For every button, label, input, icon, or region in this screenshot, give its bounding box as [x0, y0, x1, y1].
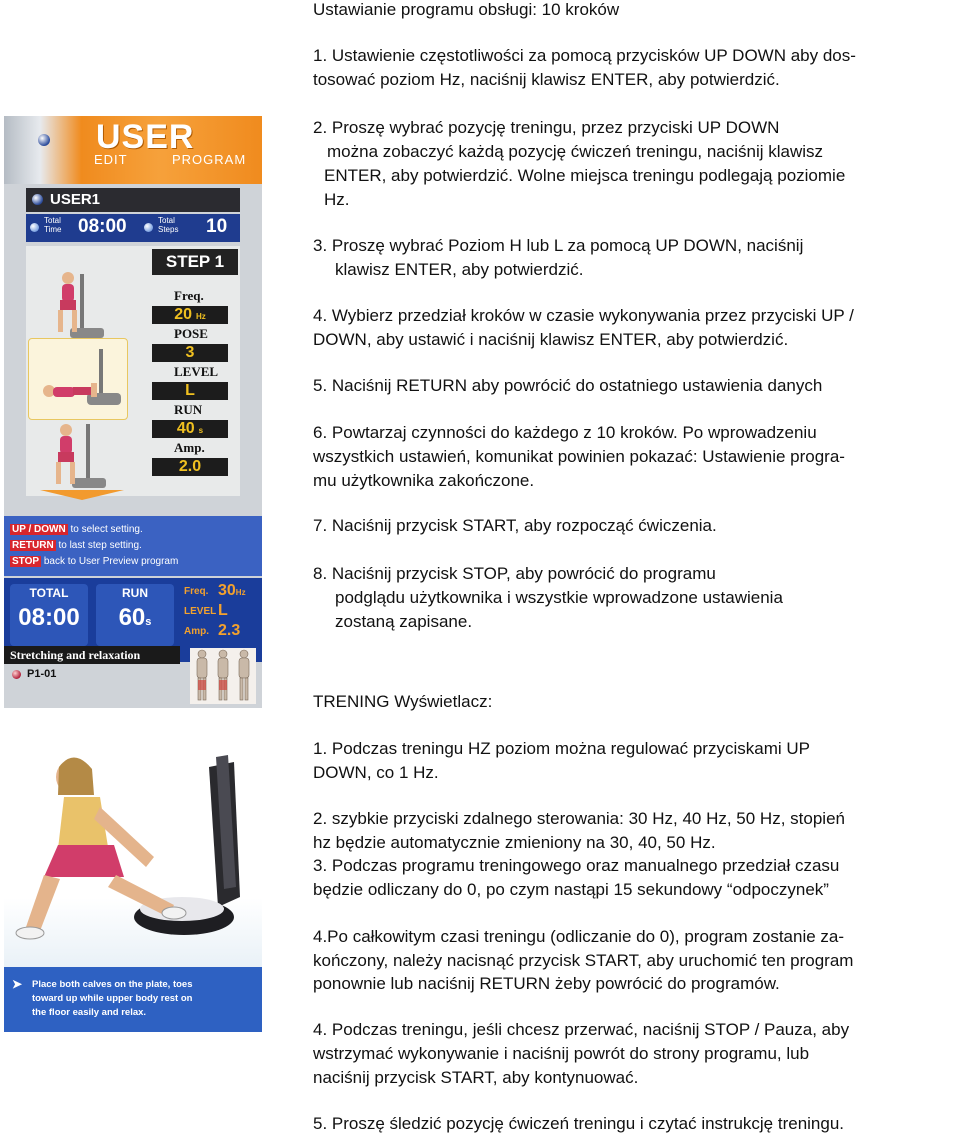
- help-line-updown: UP / DOWN to select setting.: [12, 524, 143, 535]
- bottom-level-value: L: [218, 602, 228, 619]
- caption-arrow-icon: ➤: [12, 977, 23, 991]
- caption-line-1: Place both calves on the plate, toes: [32, 979, 193, 990]
- freq-value-box: 20 Hz: [152, 306, 228, 324]
- total-card-label: TOTAL: [29, 586, 69, 600]
- step-8-line-1: 8. Naciśnij przycisk STOP, aby powrócić do programu: [313, 564, 716, 583]
- caption-line-3: the floor easily and relax.: [32, 1007, 147, 1018]
- program-code: P1-01: [12, 668, 56, 680]
- total-time-label: Total Time: [44, 216, 62, 234]
- device-edit-label: EDIT: [94, 152, 128, 167]
- training-3-line-1: 3. Podczas programu treningowego oraz manualnego przedział czasu: [313, 856, 840, 875]
- user-logo-icon: [38, 134, 50, 146]
- device-program-label: PROGRAM: [172, 152, 247, 167]
- step-6-line-2: wszystkich ustawień, komunikat powinien pokazać: Ustawienie progra-: [313, 447, 845, 466]
- training-1-line-1: 1. Podczas treningu HZ poziom można regulować przyciskami UP: [313, 739, 810, 758]
- training-5-line-1: 4. Podczas treningu, jeśli chcesz przerwać, naciśnij STOP / Pauza, aby: [313, 1020, 850, 1039]
- run-label: RUN: [174, 402, 203, 417]
- run-card-value: 60s: [118, 604, 152, 631]
- training-2-line-1: 2. szybkie przyciski zdalnego sterowania: 30 Hz, 40 Hz, 50 Hz, stopień: [313, 809, 845, 828]
- bottom-freq-label: Freq.: [184, 586, 209, 597]
- training-1-line-2: DOWN, co 1 Hz.: [313, 763, 439, 782]
- step-7-line-1: 7. Naciśnij przycisk START, aby rozpocząć ćwiczenia.: [313, 516, 717, 535]
- device-title: USER: [96, 118, 195, 156]
- freq-label: Freq.: [174, 288, 204, 303]
- help-strip: [4, 516, 262, 576]
- step-4-line-2: DOWN, aby ustawić i naciśnij klawisz ENTER, aby potwierdzić.: [313, 330, 789, 349]
- step-2-line-4: Hz.: [324, 190, 350, 209]
- program-dot-icon: [12, 670, 21, 679]
- level-label: LEVEL: [174, 364, 219, 379]
- muscle-anatomy-icon: [190, 648, 256, 704]
- step-5-line-1: 5. Naciśnij RETURN aby powrócić do ostatniego ustawienia danych: [313, 376, 823, 395]
- help-line-stop: STOP back to User Preview program: [12, 556, 179, 567]
- training-3-line-2: będzie odliczany do 0, po czym nastąpi 15 sekundowy “odpoczynek”: [313, 880, 829, 899]
- training-4-line-3: ponownie lub naciśnij RETURN żeby powrócić do programów.: [313, 974, 780, 993]
- step-2-line-3: ENTER, aby potwierdzić. Wolne miejsca treningu podlegają poziomie: [324, 166, 846, 185]
- total-card: [10, 584, 88, 646]
- user-bar: [26, 188, 240, 212]
- user-name: USER1: [50, 191, 101, 208]
- exercise-pose-1-figure: [40, 266, 110, 346]
- training-4-line-1: 4.Po całkowitym czasi treningu (odliczanie do 0), program zostanie za-: [313, 927, 845, 946]
- step-badge: STEP 1: [152, 249, 238, 275]
- training-6-line-1: 5. Proszę śledzić pozycję ćwiczeń treningu i czytać instrukcję treningu.: [313, 1114, 845, 1133]
- amp-value-box: 2.0: [152, 458, 228, 476]
- exercise-photo-illustration: [4, 737, 262, 1032]
- bottom-amp-label: Amp.: [184, 626, 209, 637]
- training-5-line-2: wstrzymać wykonywanie i naciśnij powrót do strony programu, lub: [313, 1044, 810, 1063]
- run-value-box: 40 s: [152, 420, 228, 438]
- pose-label: POSE: [174, 326, 208, 341]
- amp-label: Amp.: [174, 440, 205, 455]
- training-2-line-2: hz będzie automatycznie zmieniony na 30, 40, 50 Hz.: [313, 833, 716, 852]
- device-header: [4, 116, 262, 184]
- total-time-value: 08:00: [78, 216, 127, 237]
- exercise-pose-4-figure: [42, 418, 112, 496]
- pose-value-box: 3: [152, 344, 228, 362]
- bottom-freq-value: 30Hz: [218, 582, 246, 599]
- training-4-line-2: kończony, należy nacisnąć przycisk START, aby uruchomić ten program: [313, 951, 854, 970]
- run-card: [96, 584, 174, 646]
- user-dot-icon: [32, 194, 43, 205]
- photo-caption-box: [4, 967, 262, 1032]
- page-heading: Ustawianie programu obsługi: 10 kroków: [313, 0, 620, 19]
- total-steps-label: Total Steps: [158, 216, 179, 234]
- step-1-line-2: tosować poziom Hz, naciśnij klawisz ENTER, aby potwierdzić.: [313, 70, 780, 89]
- step-6-line-3: mu użytkownika zakończone.: [313, 471, 535, 490]
- exercise-name: Stretching and relaxation: [4, 646, 180, 664]
- step-6-line-1: 6. Powtarzaj czynności do każdego z 10 kroków. Po wprowadzeniu: [313, 423, 817, 442]
- step-2-line-1: 2. Proszę wybrać pozycję treningu, przez przyciski UP DOWN: [313, 118, 780, 137]
- step-8-line-3: zostaną zapisane.: [335, 612, 473, 631]
- bottom-level-label: LEVEL: [184, 606, 217, 617]
- run-card-label: RUN: [122, 586, 148, 600]
- total-steps-dot-icon: [144, 223, 153, 232]
- device-screen-illustration: [4, 116, 262, 708]
- scroll-down-arrow-icon: [40, 490, 124, 500]
- step-4-line-1: 4. Wybierz przedział kroków w czasie wykonywania przez przyciski UP /: [313, 306, 854, 325]
- level-value-box: L: [152, 382, 228, 400]
- total-steps-value: 10: [206, 216, 228, 237]
- total-time-dot-icon: [30, 223, 39, 232]
- help-line-return: RETURN to last step setting.: [12, 540, 142, 551]
- caption-line-2: toward up while upper body rest on: [32, 993, 193, 1004]
- step-2-line-2: można zobaczyć każdą pozycję ćwiczeń treningu, naciśnij klawisz: [327, 142, 824, 161]
- training-heading: TRENING Wyświetlacz:: [313, 692, 493, 711]
- total-card-value: 08:00: [18, 604, 80, 631]
- step-1-line-1: 1. Ustawienie częstotliwości za pomocą przycisków UP DOWN aby dos-: [313, 46, 856, 65]
- totals-bar: [26, 214, 240, 242]
- training-5-line-3: naciśnij przycisk START, aby kontynuować.: [313, 1068, 639, 1087]
- exercise-pose-3-figure: [28, 338, 128, 420]
- bottom-amp-value: 2.3: [218, 622, 241, 639]
- step-8-line-2: podglądu użytkownika i wszystkie wprowadzone ustawienia: [335, 588, 783, 607]
- woman-on-vibration-plate-figure: [4, 737, 262, 967]
- step-3-line-1: 3. Proszę wybrać Poziom H lub L za pomocą UP DOWN, naciśnij: [313, 236, 804, 255]
- step-3-line-2: klawisz ENTER, aby potwierdzić.: [335, 260, 584, 279]
